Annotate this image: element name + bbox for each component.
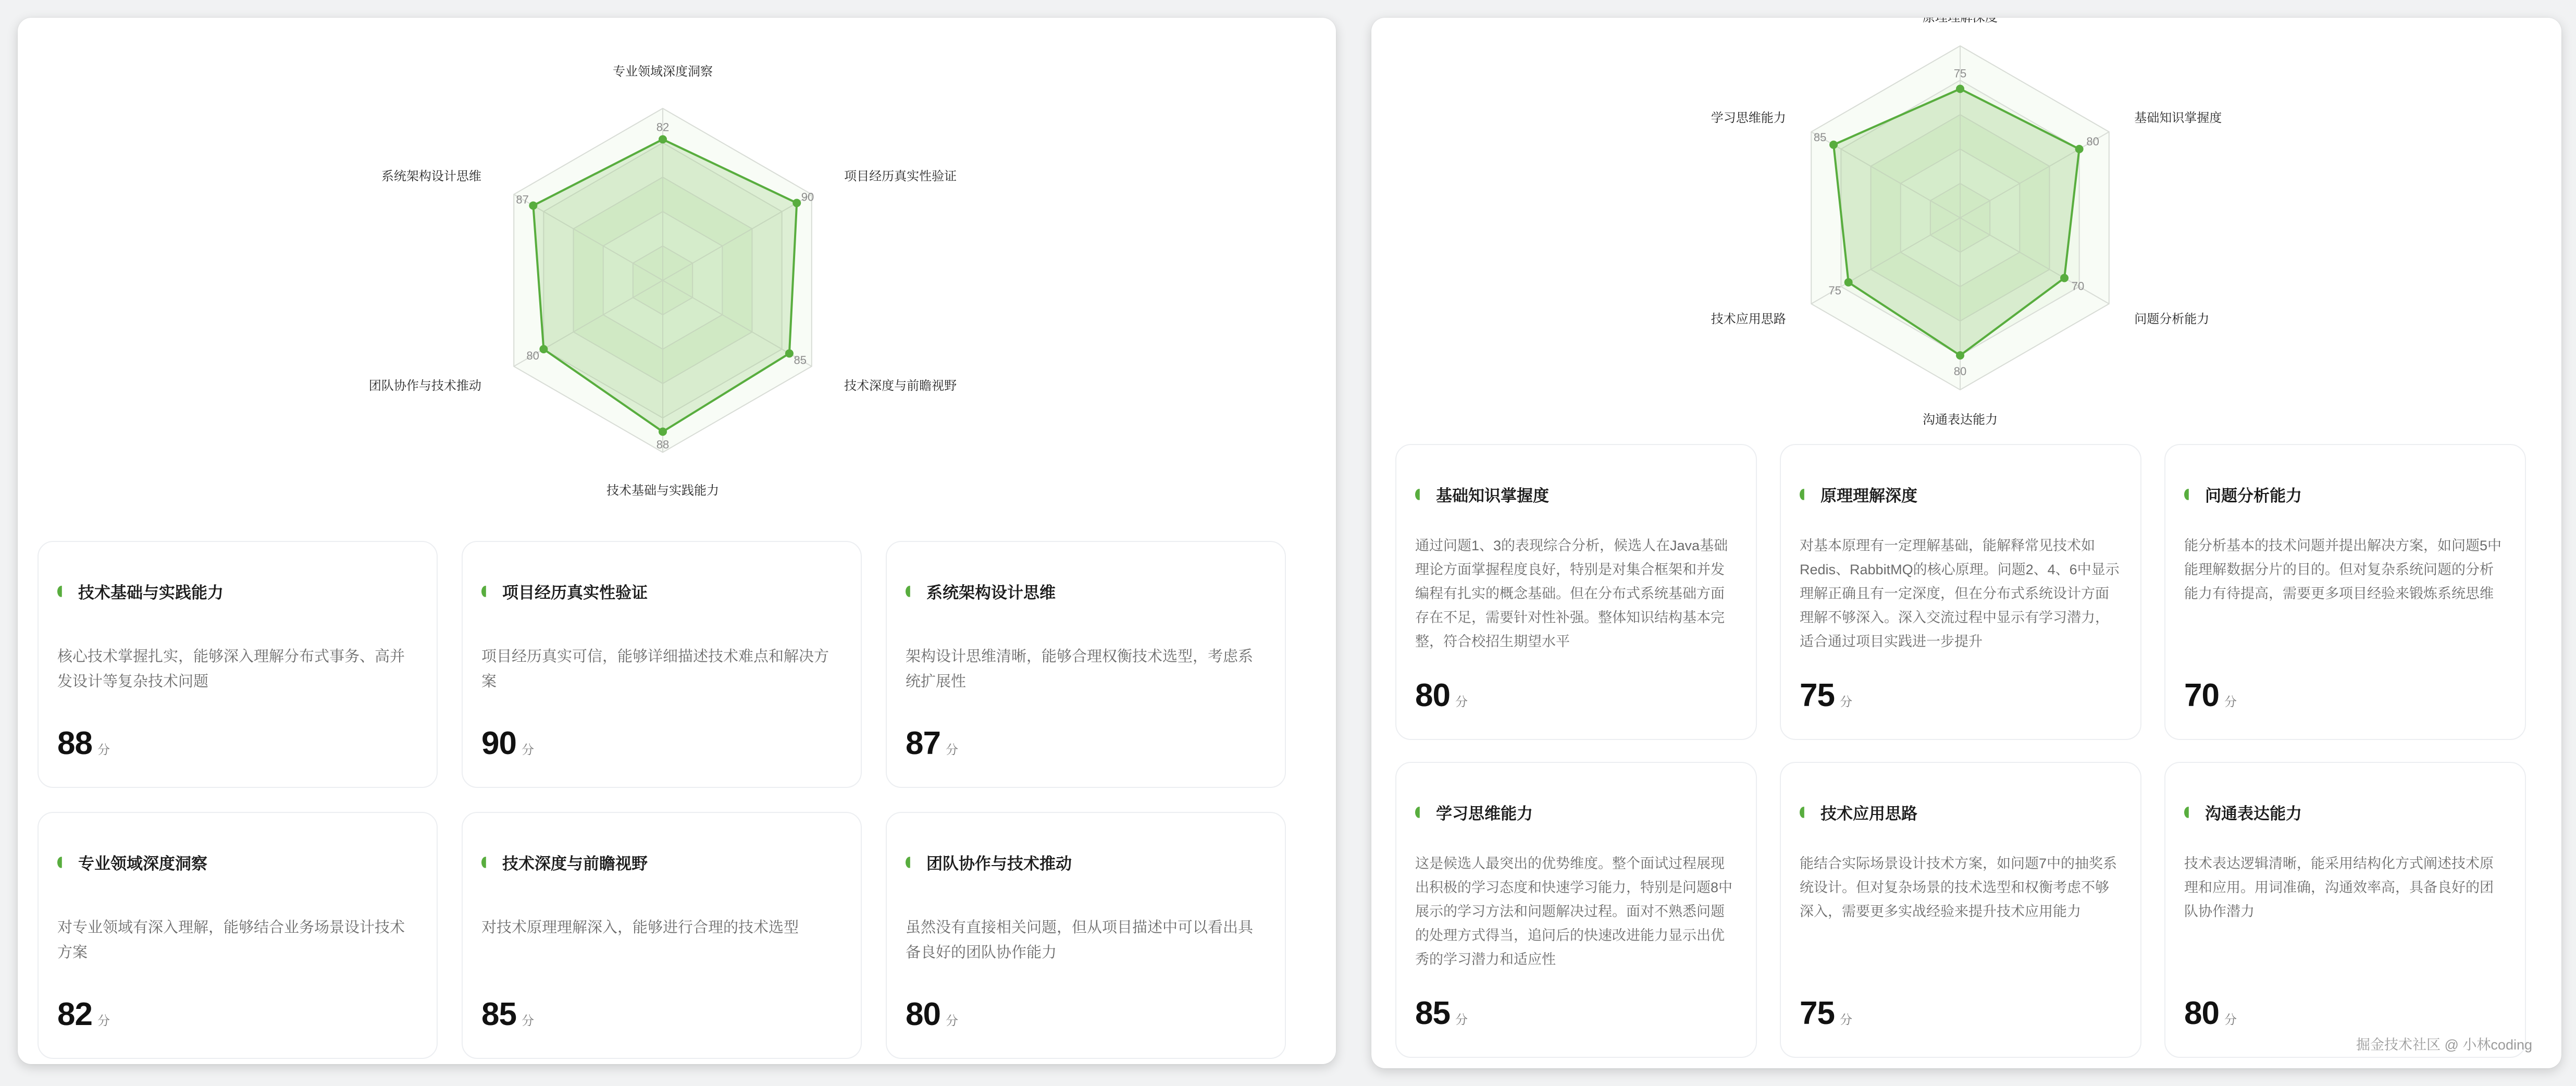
score-unit: 分 [521, 1014, 534, 1028]
score-card [462, 812, 862, 1059]
left-radar-data-point [529, 201, 537, 209]
bullet-icon [481, 586, 490, 597]
card-title: 问题分析能力 [2205, 487, 2302, 505]
card-score: 80 [1415, 677, 1450, 713]
left-radar-data-point [659, 427, 667, 436]
score-unit: 分 [945, 1014, 958, 1028]
card-description: 对技术原理理解深入，能够进行合理的技术选型 [481, 919, 799, 936]
score-unit: 分 [1839, 1013, 1852, 1027]
card-description: 对专业领域有深入理解，能够结合业务场景设计技术方案 [57, 919, 405, 961]
left-radar-value-label: 82 [656, 120, 670, 134]
card-title: 系统架构设计思维 [926, 584, 1056, 602]
card-description: 虽然没有直接相关问题，但从项目描述中可以看出具备良好的团队协作能力 [906, 919, 1254, 961]
score-unit: 分 [2224, 1013, 2237, 1027]
score-card [2164, 444, 2526, 740]
card-score: 87 [906, 725, 940, 761]
score-unit: 分 [521, 743, 534, 757]
card-description: 通过问题1、3的表现综合分析，候选人在Java基础理论方面掌握程度良好，特别是对集合框架和并发编程有扎实的概念基础。但在分布式系统基础方面存在不足，需要针对性补强。整体知识结构基本完整，符合校招生期望水平 [1415, 538, 1728, 649]
score-unit: 分 [1455, 1013, 1468, 1027]
card-description: 这是候选人最突出的优势维度。整个面试过程展现出积极的学习态度和快速学习能力，特别是问题8中展示的学习方法和问题解决过程。面对不熟悉问题的处理方式得当，追问后的快速改进能力显示出优秀的学习潜力和适应性 [1415, 856, 1733, 967]
bullet-icon [481, 857, 490, 868]
score-card [2164, 762, 2526, 1058]
watermark: 掘金技术社区 @ 小林coding [2356, 1037, 2532, 1053]
card-description: 项目经历真实可信，能够详细描述技术难点和解决方案 [481, 648, 829, 690]
right-radar-value-label: 80 [1953, 365, 1967, 378]
score-card [1395, 444, 1757, 740]
bullet-icon [2184, 807, 2193, 818]
right-radar-value-label: 80 [2086, 135, 2099, 148]
bullet-icon [57, 586, 66, 597]
card-score: 82 [57, 996, 92, 1032]
right-radar-axis-label: 学习思维能力 [1711, 111, 1786, 125]
card-description: 能结合实际场景设计技术方案，如问题7中的抽奖系统设计。但对复杂场景的技术选型和权衡考虑不够深入，需要更多实战经验来提升技术应用能力 [1800, 856, 2117, 919]
right-radar-axis-label: 原理理解深度 [1923, 10, 1998, 24]
score-card [886, 541, 1286, 788]
left-radar-value-label: 88 [656, 438, 670, 451]
left-radar-value-label: 90 [801, 190, 814, 204]
right-radar-data-point [1829, 141, 1838, 149]
right-radar-axis-label: 沟通表达能力 [1923, 413, 1998, 427]
left-radar-data-point [792, 199, 801, 207]
left-radar-axis-label: 专业领域深度洞察 [613, 65, 713, 79]
bullet-icon [1415, 807, 1423, 818]
left-radar-axis-label: 团队协作与技术推动 [368, 379, 481, 393]
card-score: 80 [2184, 995, 2219, 1031]
right-radar-axis-label: 基础知识掌握度 [2134, 111, 2222, 125]
score-unit: 分 [1839, 695, 1852, 709]
card-score: 75 [1800, 995, 1835, 1031]
card-title: 原理理解深度 [1820, 487, 1917, 505]
left-radar-axis-label: 技术深度与前瞻视野 [844, 379, 957, 393]
left-report-panel [18, 18, 1336, 1064]
card-description: 核心技术掌握扎实，能够深入理解分布式事务、高并发设计等复杂技术问题 [57, 648, 405, 690]
left-radar-data-point [785, 349, 794, 357]
left-radar-data-point [659, 135, 667, 143]
card-title: 技术应用思路 [1820, 805, 1917, 823]
left-radar-data-point [539, 345, 548, 353]
left-radar-value-label: 87 [516, 193, 529, 206]
card-score: 80 [906, 996, 940, 1032]
bullet-icon [906, 586, 914, 597]
score-card [886, 812, 1286, 1059]
radar-chart-right [1371, 10, 2561, 445]
score-unit: 分 [97, 1014, 110, 1028]
left-radar-axis-label: 系统架构设计思维 [381, 169, 481, 183]
right-radar-data-point [1956, 351, 1964, 360]
card-description: 技术表达逻辑清晰，能采用结构化方式阐述技术原理和应用。用词准确，沟通效率高，具备良好的团队协作潜力 [2184, 856, 2494, 919]
score-card [38, 541, 438, 788]
right-radar-value-label: 85 [1813, 130, 1827, 144]
card-description: 能分析基本的技术问题并提出解决方案，如问题5中能理解数据分片的目的。但对复杂系统问题的分析能力有待提高，需要更多项目经验来锻炼系统思维 [2184, 538, 2502, 601]
card-title: 专业领域深度洞察 [78, 855, 207, 873]
score-unit: 分 [2224, 695, 2237, 709]
card-score: 85 [481, 996, 516, 1032]
score-unit: 分 [1455, 695, 1468, 709]
right-radar-value-label: 70 [2071, 279, 2085, 293]
card-title: 项目经历真实性验证 [502, 584, 648, 602]
score-card [1780, 762, 2141, 1058]
score-card [1395, 762, 1757, 1058]
radar-chart-left [18, 18, 1336, 518]
left-radar-value-label: 80 [526, 349, 539, 362]
score-card [38, 812, 438, 1059]
left-radar-axis-label: 项目经历真实性验证 [844, 169, 957, 183]
right-report-panel [1371, 10, 2561, 1068]
card-title: 团队协作与技术推动 [926, 855, 1072, 873]
left-radar-axis-label: 技术基础与实践能力 [606, 484, 719, 498]
score-card [462, 541, 862, 788]
card-title: 技术基础与实践能力 [78, 584, 224, 602]
bullet-icon [57, 857, 66, 868]
bullet-icon [1800, 807, 1808, 818]
right-radar-data-point [2060, 274, 2069, 282]
card-score: 85 [1415, 995, 1450, 1031]
right-radar-axis-label: 问题分析能力 [2134, 312, 2210, 326]
card-score: 70 [2184, 677, 2219, 713]
score-unit: 分 [97, 743, 110, 757]
right-radar-value-label: 75 [1953, 67, 1967, 80]
card-title: 沟通表达能力 [2205, 805, 2302, 823]
right-radar-axis-label: 技术应用思路 [1711, 312, 1786, 326]
card-description: 对基本原理有一定理解基础，能解释常见技术如Redis、RabbitMQ的核心原理。问题2、4、6中显示理解正确且有一定深度，但在分布式系统设计方面理解不够深入。深入交流过程中显示有学习潜力，适合通过项目实践进一步提升 [1800, 538, 2120, 649]
card-title: 技术深度与前瞻视野 [502, 855, 648, 873]
card-score: 90 [481, 725, 516, 761]
right-radar-data-point [2075, 145, 2084, 153]
bullet-icon [906, 857, 914, 868]
card-description: 架构设计思维清晰，能够合理权衡技术选型，考虑系统扩展性 [906, 648, 1254, 690]
card-score: 88 [57, 725, 92, 761]
bullet-icon [1415, 489, 1423, 500]
card-title: 基础知识掌握度 [1436, 487, 1549, 505]
score-card [1780, 444, 2141, 740]
right-radar-data-point [1844, 278, 1853, 287]
bullet-icon [2184, 489, 2193, 500]
right-radar-data-point [1956, 85, 1964, 93]
right-radar-value-label: 75 [1828, 283, 1841, 297]
left-radar-value-label: 85 [794, 353, 807, 367]
score-unit: 分 [945, 743, 958, 757]
card-title: 学习思维能力 [1436, 805, 1533, 823]
card-score: 75 [1800, 677, 1835, 713]
bullet-icon [1800, 489, 1808, 500]
